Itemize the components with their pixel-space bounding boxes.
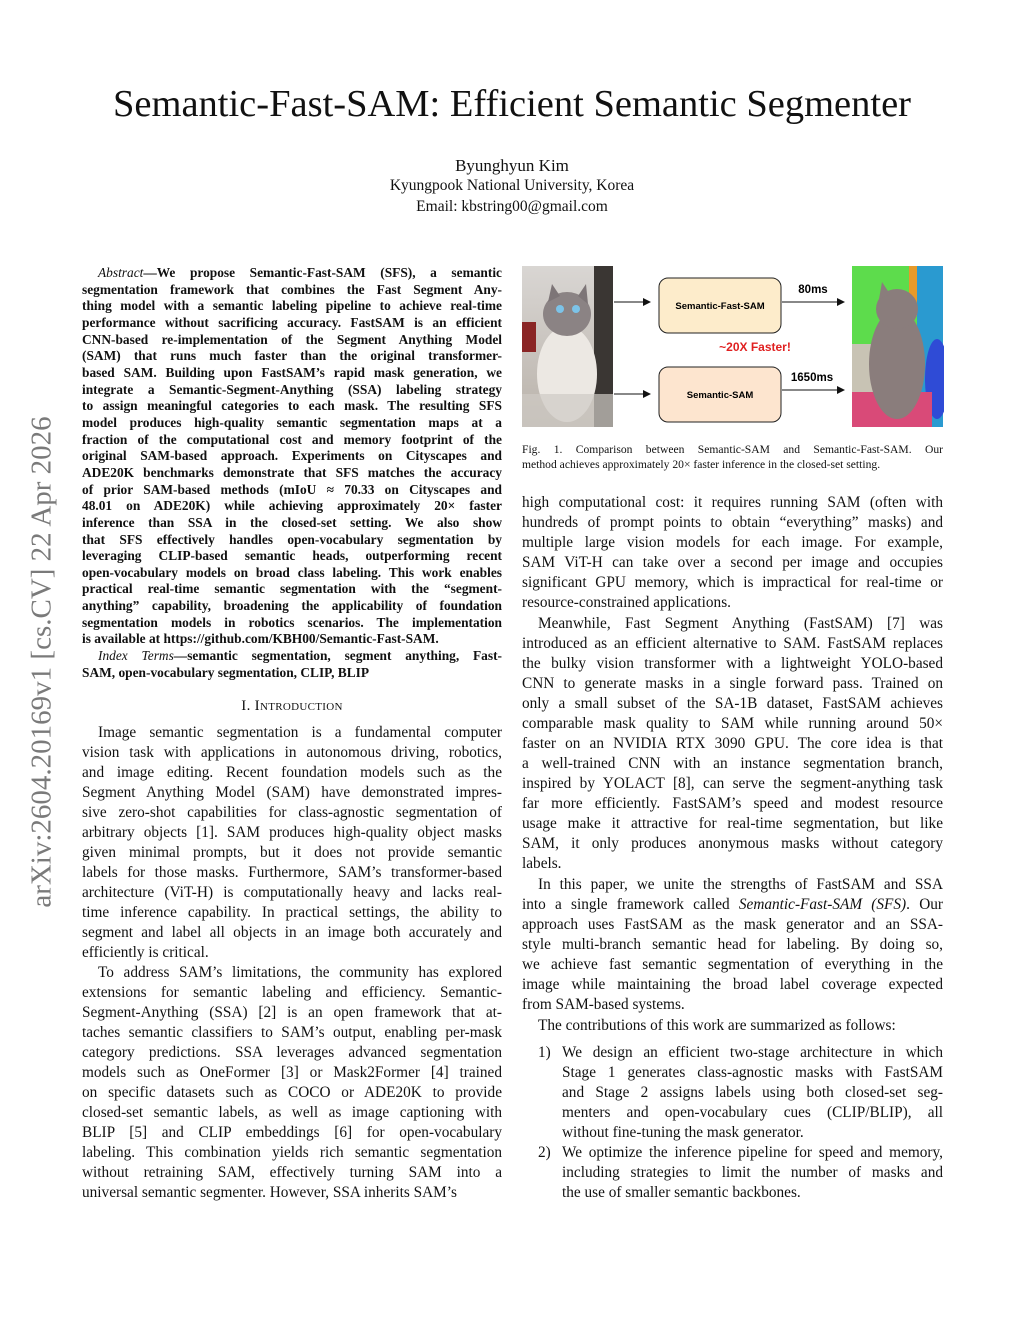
text-line: labeling. This combination yields rich semantic segmentation [82, 1144, 502, 1161]
abstract-line: of prior SAM-based methods (mIoU ≈ 70.33 on Cityscapes and [82, 481, 502, 497]
abstract [82, 265, 502, 681]
box-bottom-label: Semantic-SAM [686, 390, 754, 401]
text-line: labels. [522, 855, 562, 872]
text-line: without retraining SAM, effectively turning SAM into a [82, 1164, 502, 1181]
left-column-body [82, 723, 502, 1203]
text-line: high computational cost: it requires running SAM (often with [522, 494, 943, 511]
text-line: SAM, it only produces anonymous masks without category [522, 835, 943, 852]
text-line: on specific datasets such as COCO or ADE20K to provide [82, 1084, 502, 1101]
abstract-line: ADE20K benchmarks demonstrate that SFS matches the accuracy [82, 464, 502, 480]
speedup-label: ~20X Faster! [719, 340, 791, 354]
abstract-line: thing model with a semantic labeling pipeline to achieve real-time [82, 298, 502, 314]
input-cat-photo [522, 266, 613, 427]
text-line: multiple large vision models for each image. For example, [522, 534, 943, 551]
text-line: usage make it attractive for real-time segmentation, but like [522, 815, 943, 832]
abstract-line: original SAM-based approach. Experiments on Cityscapes and [82, 448, 502, 464]
text-line: given minimal prompts, but it does not provide semantic [82, 844, 502, 861]
arxiv-stamp: arXiv:2604.20169v1 [cs.CV] 22 Apr 2026 [25, 416, 58, 908]
text-line: Image semantic segmentation is a fundamental computer [98, 724, 502, 741]
abstract-line: segmentation models in robotics scenarios. The implementation [82, 614, 502, 630]
label: Abstract [98, 265, 144, 280]
abstract-line: SAM, open-vocabulary segmentation, CLIP, BLIP [82, 664, 370, 680]
abstract-line: based SAM. Building upon FastSAM’s rapid mask generation, we [82, 364, 502, 380]
text-line: a well-trained CNN with an instance segmentation branch, [522, 755, 943, 772]
text-line: introduced as an efficient alternative to SAM. FastSAM replaces [522, 635, 943, 652]
text-line: Meanwhile, Fast Segment Anything (FastSAM) [7] was [538, 615, 943, 632]
text-line: hundreds of prompt points to obtain “everything” masks) and [522, 514, 943, 531]
abstract-line: that SFS effectively handles open-vocabulary segmentation by [82, 531, 502, 547]
caption-line: method achieves approximately 20× faster inference in the closed-set setting. [522, 458, 881, 471]
text-line: significant GPU memory, which is impractical for real-time or [522, 574, 943, 591]
section-heading: I. Introduction [241, 698, 343, 714]
time-top-label: 80ms [798, 284, 828, 296]
text-line: and Stage 2 assigns labels using both closed-set seg- [562, 1084, 943, 1101]
abstract-line: Abstract—We propose Semantic-Fast-SAM (SFS), a semantic [98, 265, 502, 280]
paper-title: Semantic-Fast-SAM: Efficient Semantic Segmenter [113, 83, 911, 125]
text-line: style multi-branch semantic head for labeling. By doing so, [522, 936, 943, 953]
text-line: In this paper, we unite the strengths of FastSAM and SSA [538, 876, 943, 893]
text-line: sive zero-shot capabilities for class-agnostic segmentation of [82, 804, 502, 821]
abstract-line: 48.01 on ADE20K) while achieving approximately 20× faster [82, 498, 502, 514]
text-line: we achieve fast semantic segmentation of everything in the [522, 956, 943, 973]
text-line: without fine-tuning the mask generator. [562, 1124, 804, 1141]
text-line: Stage 1 generates class-agnostic masks with FastSAM [562, 1064, 943, 1081]
abstract-line: CNN-based re-implementation of the Segment Anything Model [82, 331, 502, 347]
abstract-line: model produces high-quality semantic segmentation maps at a [82, 414, 502, 430]
text-line: the use of smaller semantic backbones. [562, 1184, 801, 1201]
text-line: We optimize the inference pipeline for speed and memory, [562, 1144, 943, 1161]
text-line: including strategies to limit the number of masks and [562, 1164, 943, 1181]
text-line: from SAM-based systems. [522, 996, 685, 1013]
text-line: universal semantic segmenter. However, SSA inherits SAM’s [82, 1184, 457, 1201]
paragraph [522, 614, 943, 874]
abstract-line: fraction of the computational cost and memory footprint of the [82, 431, 502, 447]
text-line: efficiently is critical. [82, 944, 209, 961]
text-line: architecture (ViT-H) is computationally heavy and lacks real- [82, 884, 502, 901]
abstract-line: (SAM) that runs much faster than the original transformer- [82, 348, 502, 364]
label: Index Terms [98, 648, 174, 664]
text-line: the bulky vision transformer with a lightweight YOLO-based [522, 655, 943, 672]
text-line: inspired by YOLACT [8], can serve the segment-anything task [522, 775, 943, 792]
text-line: into a single framework called Semantic-Fast-SAM (SFS). Our [522, 896, 943, 913]
item-number: 2) [538, 1144, 551, 1161]
abstract-line: performance without sacrificing accuracy. FastSAM is an efficient [82, 314, 502, 330]
text-line: Segment Anything Model (SAM) have demonstrated impres- [82, 784, 502, 801]
text-line: We design an efficient two-stage architecture in which [562, 1044, 943, 1061]
right-column-body [522, 493, 943, 1203]
text-line: Segment-Anything (SSA) [2] is an open framework that at- [82, 1004, 502, 1021]
text-line: To address SAM’s limitations, the community has explored [98, 964, 502, 981]
segmentation-result-image [852, 266, 944, 427]
text-line: menters and open-vocabulary cues (CLIP/BLIP), all [562, 1104, 943, 1121]
figure-caption [522, 442, 943, 472]
box-top-label: Semantic-Fast-SAM [675, 301, 765, 312]
caption-line: Fig. 1. Comparison between Semantic-SAM and Semantic-Fast-SAM. Our [522, 443, 943, 456]
text-line: CNN to generate masks in a single forward pass. Trained on [522, 675, 943, 692]
contribution-item [522, 1043, 943, 1143]
text-line: time inference capability. In practical settings, the ability to [82, 904, 502, 921]
text-line: segment and label all objects in an image both accurately and [82, 924, 502, 941]
text-line: and image editing. Recent foundation models such as the [82, 764, 502, 781]
abstract-line: leveraging CLIP-based semantic heads, outperforming recent [82, 548, 502, 564]
abstract-line: inference than SSA in the closed-set setting. We also show [82, 514, 502, 530]
abstract-line: is available at https://github.com/KBH00/Semantic-Fast-SAM. [82, 631, 439, 647]
text-line: approach uses FastSAM as the mask generator and an SSA- [522, 916, 943, 933]
text-line: resource-constrained applications. [522, 594, 731, 611]
text-line: category predictions. SSA leverages advanced segmentation [82, 1044, 502, 1061]
author-affiliation: Kyungpook National University, Korea [389, 177, 635, 194]
text-line: taches semantic classifiers to SAM’s output, enabling per-mask [82, 1024, 502, 1041]
abstract-line: segmentation framework that combines the Fast Segment Any- [82, 281, 502, 297]
time-bottom-label: 1650ms [790, 372, 834, 384]
abstract-line: integrate a Semantic-Segment-Anything (SSA) labeling strategy [82, 381, 502, 397]
text-line: comparable mask quality to SAM while running around 50× [522, 715, 943, 732]
text-line: models such as OneFormer [3] or Mask2Former [4] trained [82, 1064, 502, 1081]
paragraph [522, 1016, 943, 1036]
text-line: faster on an NVIDIA RTX 3090 GPU. The core idea is that [522, 735, 943, 752]
text-line: far more efficiently. FastSAM’s speed and modest resource [522, 795, 943, 812]
abstract-line: to assign meaningful categories to each mask. The resulting SFS [82, 398, 502, 414]
text-line: SAM ViT-H can take over a second per image and occupies [522, 554, 943, 571]
text-line: only a small subset of the SA-1B dataset, FastSAM achieves [522, 695, 943, 712]
paragraph [522, 493, 943, 613]
paragraph [82, 963, 502, 1203]
item-number: 1) [538, 1044, 551, 1061]
text-line: image while maintaining the broad label coverage expected [522, 976, 943, 993]
text-line: BLIP [5] and CLIP embeddings [6] for open-vocabulary [82, 1124, 502, 1141]
author-name: Byunghyun Kim [455, 156, 569, 175]
figure-diagram [522, 264, 944, 429]
abstract-line: open-vocabulary models on broad class labeling. This work enables [82, 564, 502, 580]
text-line: extensions for semantic labeling and efficiency. Semantic- [82, 984, 502, 1001]
abstract-line: practical real-time semantic segmentation with the “segment- [82, 581, 502, 597]
paragraph [82, 723, 502, 963]
author-email: Email: kbstring00@gmail.com [416, 198, 608, 215]
text-line: vision task with applications in autonomous driving, robotics, [82, 744, 502, 761]
abstract-line: Index Terms—semantic segmentation, segment anything, Fast- [98, 648, 502, 664]
text-line: labels for those masks. Furthermore, SAM’s transformer-based [82, 864, 502, 881]
paragraph [522, 875, 943, 1015]
text-line: arbitrary objects [1]. SAM produces high-quality object masks [82, 824, 502, 841]
text-line: closed-set semantic labels, as well as image captioning with [82, 1104, 502, 1121]
abstract-line: anything” capability, broadening the applicability of foundation [82, 598, 502, 614]
text-line: The contributions of this work are summarized as follows: [538, 1017, 896, 1034]
contribution-item [522, 1143, 943, 1203]
figure-1 [522, 264, 944, 429]
